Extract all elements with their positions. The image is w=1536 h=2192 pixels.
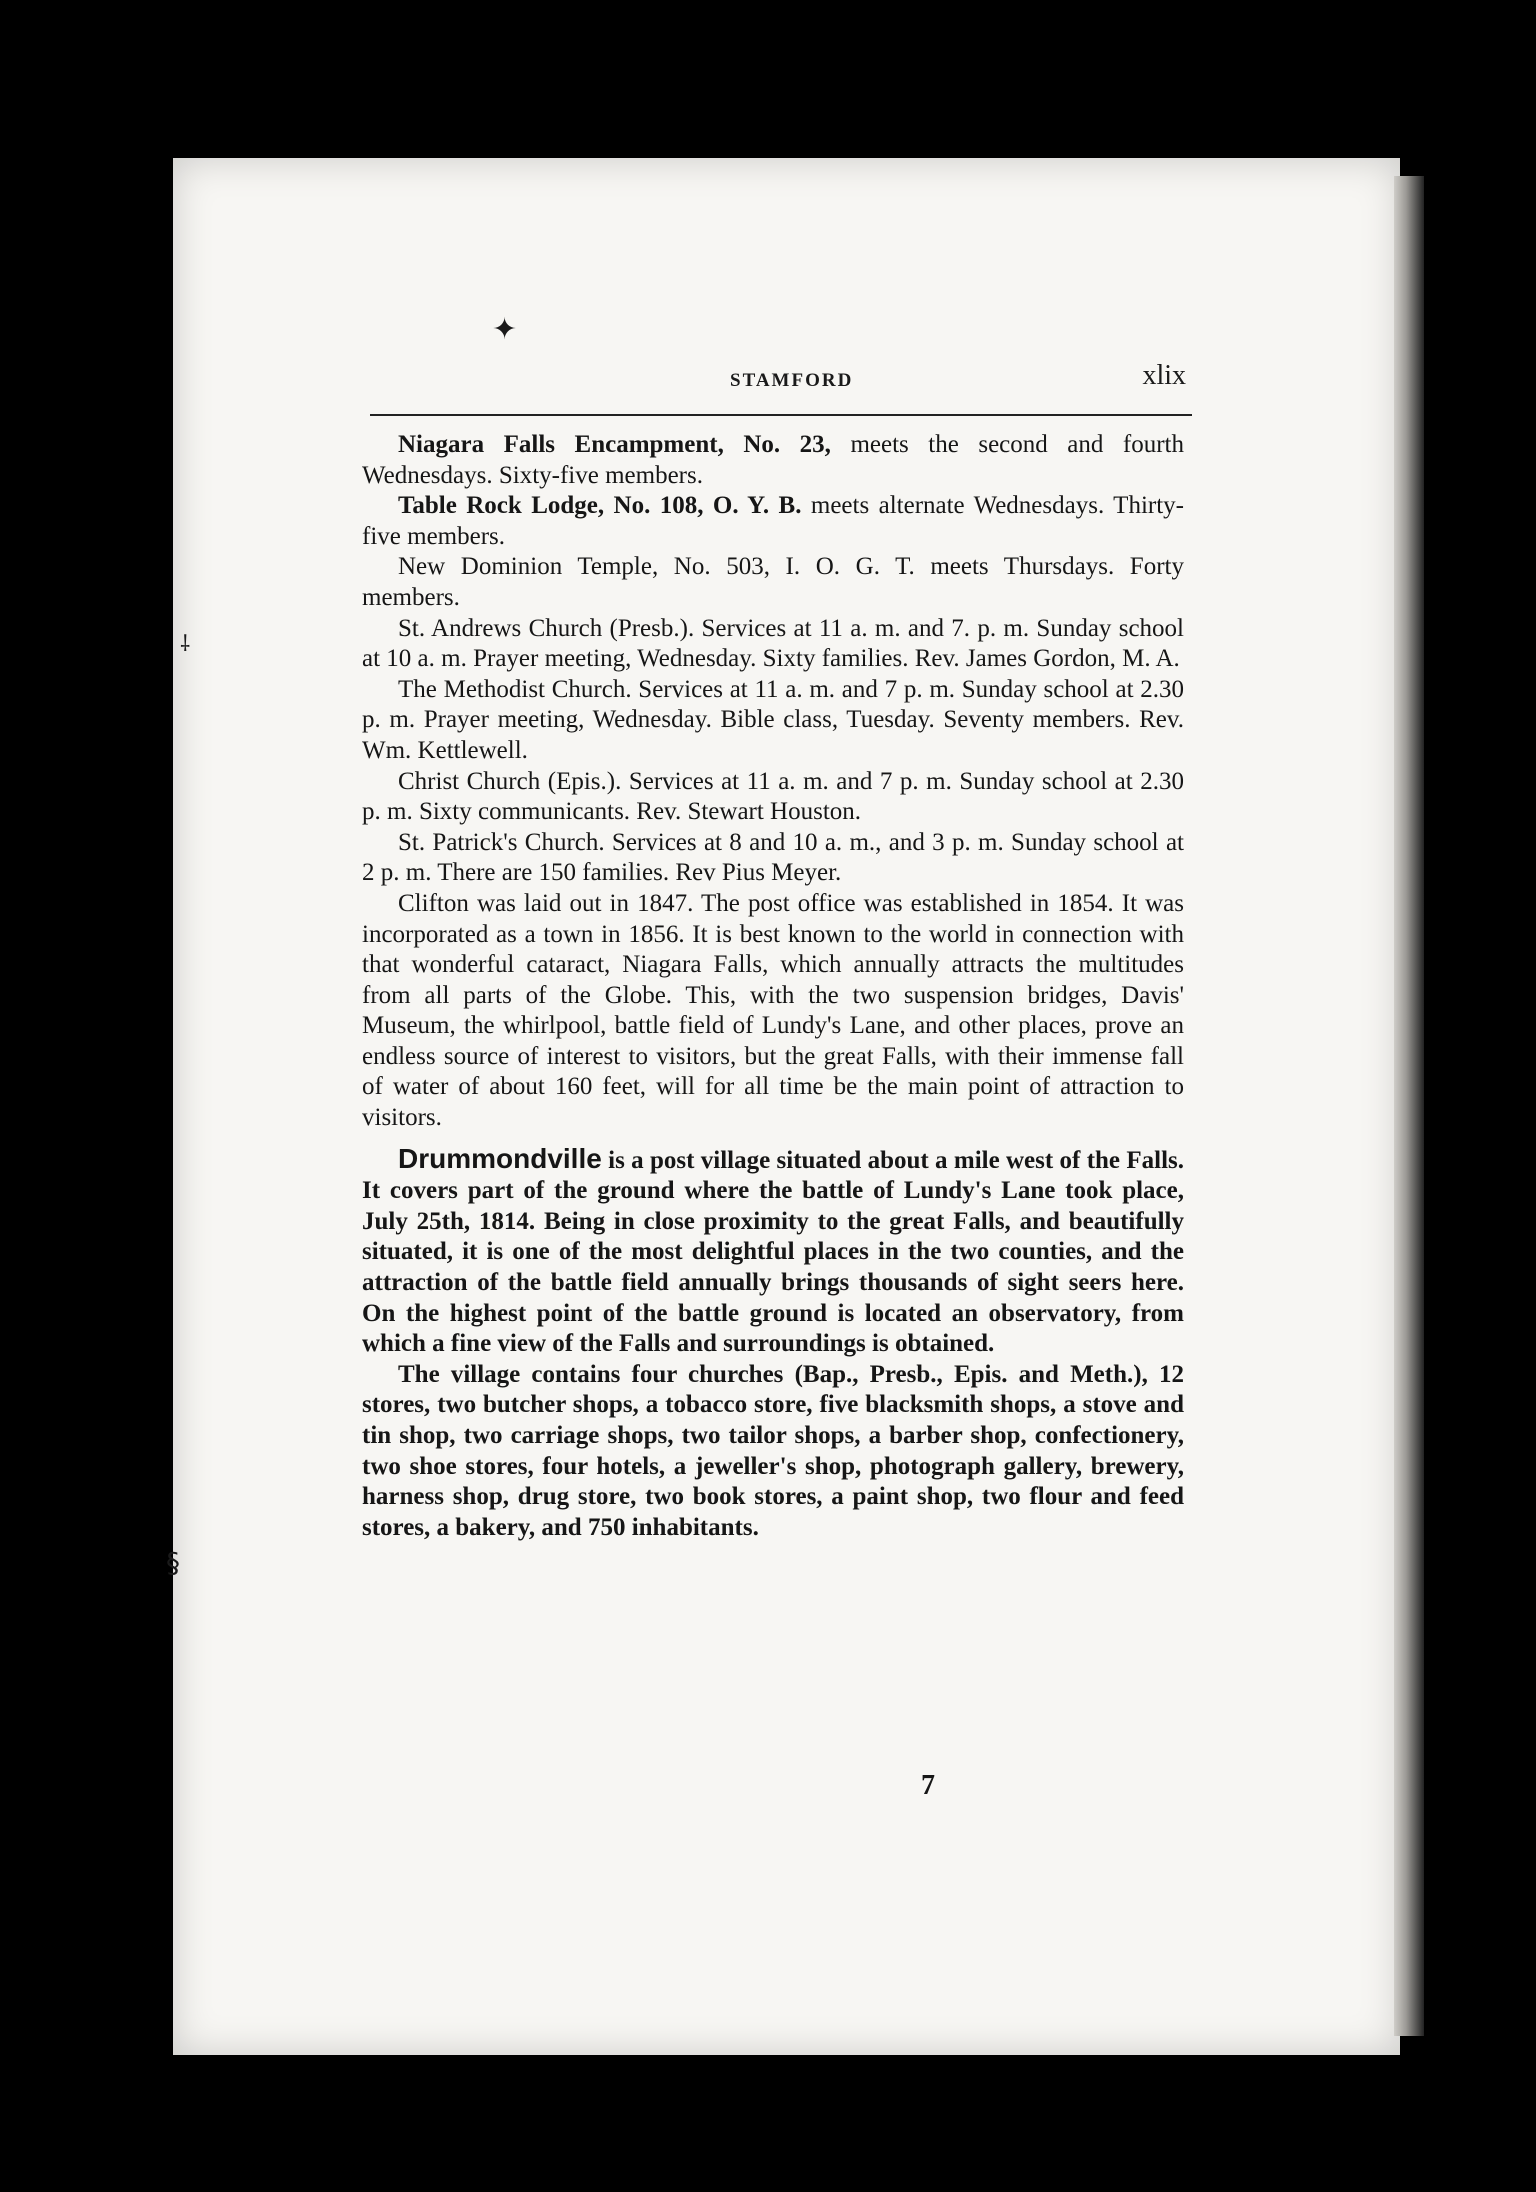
paragraph-lead: Table Rock Lodge, No. 108, O. Y. B. [398, 492, 802, 520]
paragraph-text: St. Patrick's Church. Services at 8 and 10 a. m., and 3 p. m. Sunday school at 2 p. m. There are 150 families. Rev Pius Meyer. [362, 828, 1184, 887]
paragraph-text: Christ Church (Epis.). Services at 11 a. m. and 7 p. m. Sunday school at 2.30 p. m. Sixty communicants. Rev. Stewart Houston. [362, 767, 1184, 826]
paragraph-drummondville [362, 1144, 1184, 1360]
page-edge [1394, 176, 1424, 2036]
paragraph [362, 675, 1184, 767]
paragraph [362, 767, 1184, 828]
page-number-roman: xlix [1142, 360, 1186, 391]
paragraph-text: The village contains four churches (Bap., Presb., Epis. and Meth.), 12 stores, two butcher shops, a tobacco store, five blacksmith shops, a stove and tin shop, two carriage shops, two tailor shops, a barber shop, confectionery, two shoe stores, four hotels, a jeweller's shop, photograph gallery, brewery, harness shop, drug store, two book stores, a paint shop, two flour and feed stores, a bakery, and 750 inhabitants. [362, 1360, 1184, 1541]
paragraph-text: is a post village situated about a mile west of the Falls. It covers part of the ground where the battle of Lundy's Lane took place, July 25th, 1814. Being in close proximity to the great Falls, and beautifully situated, it is one of the most delightful places in the two counties, and the attraction of the battle field annually brings thousands of sight seers here. On the highest point of the battle ground is located an observatory, from which a fine view of the Falls and surroundings is obtained. [362, 1146, 1184, 1358]
paragraph [362, 491, 1184, 552]
ink-mark: ⸸ [180, 632, 191, 657]
ink-mark: § [166, 1546, 180, 1579]
paragraph [362, 889, 1184, 1134]
paragraph [362, 430, 1184, 491]
paragraph-village [362, 1360, 1184, 1544]
paragraph-text: New Dominion Temple, No. 503, I. O. G. T. meets Thursdays. Forty members. [362, 553, 1184, 611]
paragraph [362, 828, 1184, 889]
header-rule [370, 414, 1192, 416]
page-folio: 7 [921, 1770, 935, 1801]
body-text [362, 430, 1184, 1543]
paragraph-text: The Methodist Church. Services at 11 a. m. and 7 p. m. Sunday school at 2.30 p. m. Prayer meeting, Wednesday. Bible class, Tuesday. Seventy members. Rev. Wm. Kettlewell. [362, 675, 1184, 764]
paragraph-text: St. Andrews Church (Presb.). Services at 11 a. m. and 7. p. m. Sunday school at 10 a. m. Prayer meeting, Wednesday. Sixty families. Rev. James Gordon, M. A. [362, 614, 1184, 673]
paragraph-text: Clifton was laid out in 1847. The post office was established in 1854. It was incorporated as a town in 1856. It is best known to the world in connection with that wonderful cataract, Niagara Falls, which annually attracts the multitudes from all parts of the Globe. This, with the two suspension bridges, Davis' Museum, the whirlpool, battle field of Lundy's Lane, and other places, prove an endless source of interest to visitors, but the great Falls, with their immense fall of water of about 160 feet, will for all time be the main point of attraction to visitors. [362, 889, 1184, 1132]
ink-mark: ✦ [492, 312, 518, 347]
paragraph [362, 614, 1184, 675]
paragraph [362, 552, 1184, 613]
paragraph-lead: Niagara Falls Encampment, No. 23, [398, 431, 831, 458]
running-title: STAMFORD [730, 370, 854, 391]
paragraph-text: meets alternate Wednesdays. Thirty-five members. [362, 492, 1184, 550]
paragraph-text: meets the second and fourth Wednesdays. Sixty-five members. [362, 431, 1185, 489]
page-header [370, 360, 1192, 412]
place-heading: Drummondville [398, 1142, 602, 1174]
